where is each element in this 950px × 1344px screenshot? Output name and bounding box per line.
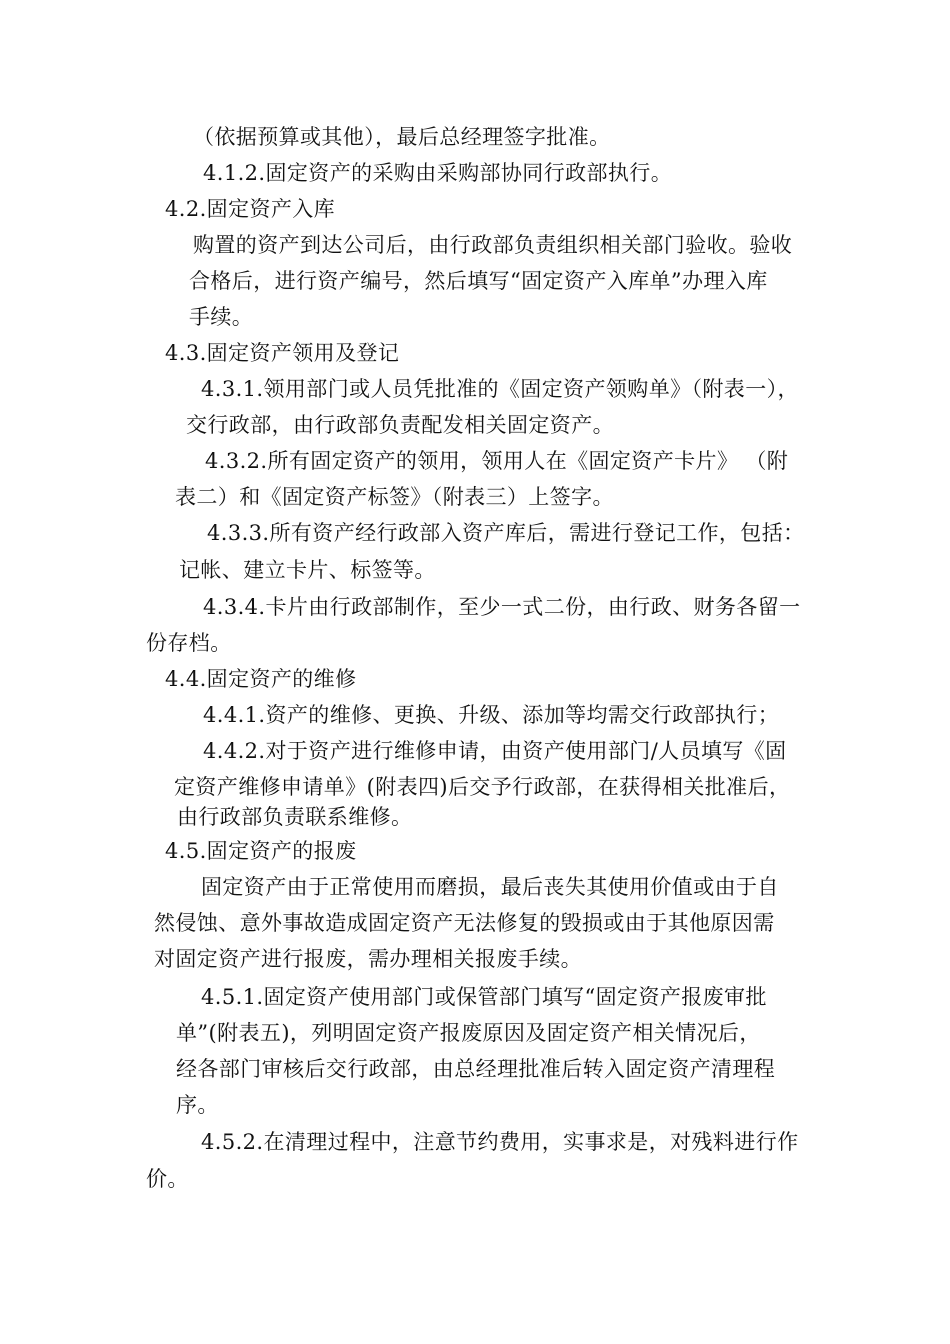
text-line: 4.4.2.对于资产进行维修申请，由资产使用部门/人员填写《固 <box>203 739 787 763</box>
text-line: 4.4.1.资产的维修、更换、升级、添加等均需交行政部执行； <box>203 703 780 727</box>
text-line: 价。 <box>146 1167 189 1191</box>
text-line: 对固定资产进行报废，需办理相关报废手续。 <box>154 947 582 971</box>
text-line: 4.3.2.所有固定资产的领用，领用人在《固定资产卡片》 （附 <box>205 449 789 473</box>
text-line: 固定资产由于正常使用而磨损，最后丧失其使用价值或由于自 <box>201 875 779 899</box>
text-line: 由行政部负责联系维修。 <box>177 805 413 829</box>
text-line: 4.3.4.卡片由行政部制作，至少一式二份，由行政、财务各留一 <box>203 595 801 619</box>
text-line: 份存档。 <box>146 631 232 655</box>
text-line: 4.5.2.在清理过程中，注意节约费用，实事求是，对残料进行作 <box>201 1130 799 1154</box>
text-line: 然侵蚀、意外事故造成固定资产无法修复的毁损或由于其他原因需 <box>154 911 775 935</box>
text-line: 4.1.2.固定资产的采购由采购部协同行政部执行。 <box>203 161 673 185</box>
text-line: 序。 <box>176 1093 219 1117</box>
text-line: 合格后，进行资产编号，然后填写“固定资产入库单”办理入库 <box>189 269 768 293</box>
text-line: 4.5.1.固定资产使用部门或保管部门填写“固定资产报废审批 <box>201 985 767 1009</box>
section-heading-4-2: 4.2.固定资产入库 <box>165 197 336 221</box>
text-line: 经各部门审核后交行政部，由总经理批准后转入固定资产清理程 <box>176 1057 776 1081</box>
section-heading-4-5: 4.5.固定资产的报废 <box>165 839 357 863</box>
text-line: 记帐、建立卡片、标签等。 <box>179 558 436 582</box>
text-line: 定资产维修申请单》(附表四)后交予行政部，在获得相关批准后， <box>174 775 791 799</box>
text-line: 手续。 <box>189 305 254 329</box>
text-line: 购置的资产到达公司后，由行政部负责组织相关部门验收。验收 <box>193 233 793 257</box>
text-line: 4.3.3.所有资产经行政部入资产库后，需进行登记工作，包括： <box>207 521 805 545</box>
text-line: 4.3.1.领用部门或人员凭批准的《固定资产领购单》（附表一）， <box>201 377 799 401</box>
text-line: 单”(附表五)，列明固定资产报废原因及固定资产相关情况后， <box>176 1021 761 1045</box>
section-heading-4-4: 4.4.固定资产的维修 <box>165 667 357 691</box>
text-line: （依据预算或其他），最后总经理签字批准。 <box>193 125 611 149</box>
section-heading-4-3: 4.3.固定资产领用及登记 <box>165 341 400 365</box>
text-line: 交行政部，由行政部负责配发相关固定资产。 <box>186 413 614 437</box>
text-line: 表二）和《固定资产标签》（附表三）上签字。 <box>175 485 614 509</box>
